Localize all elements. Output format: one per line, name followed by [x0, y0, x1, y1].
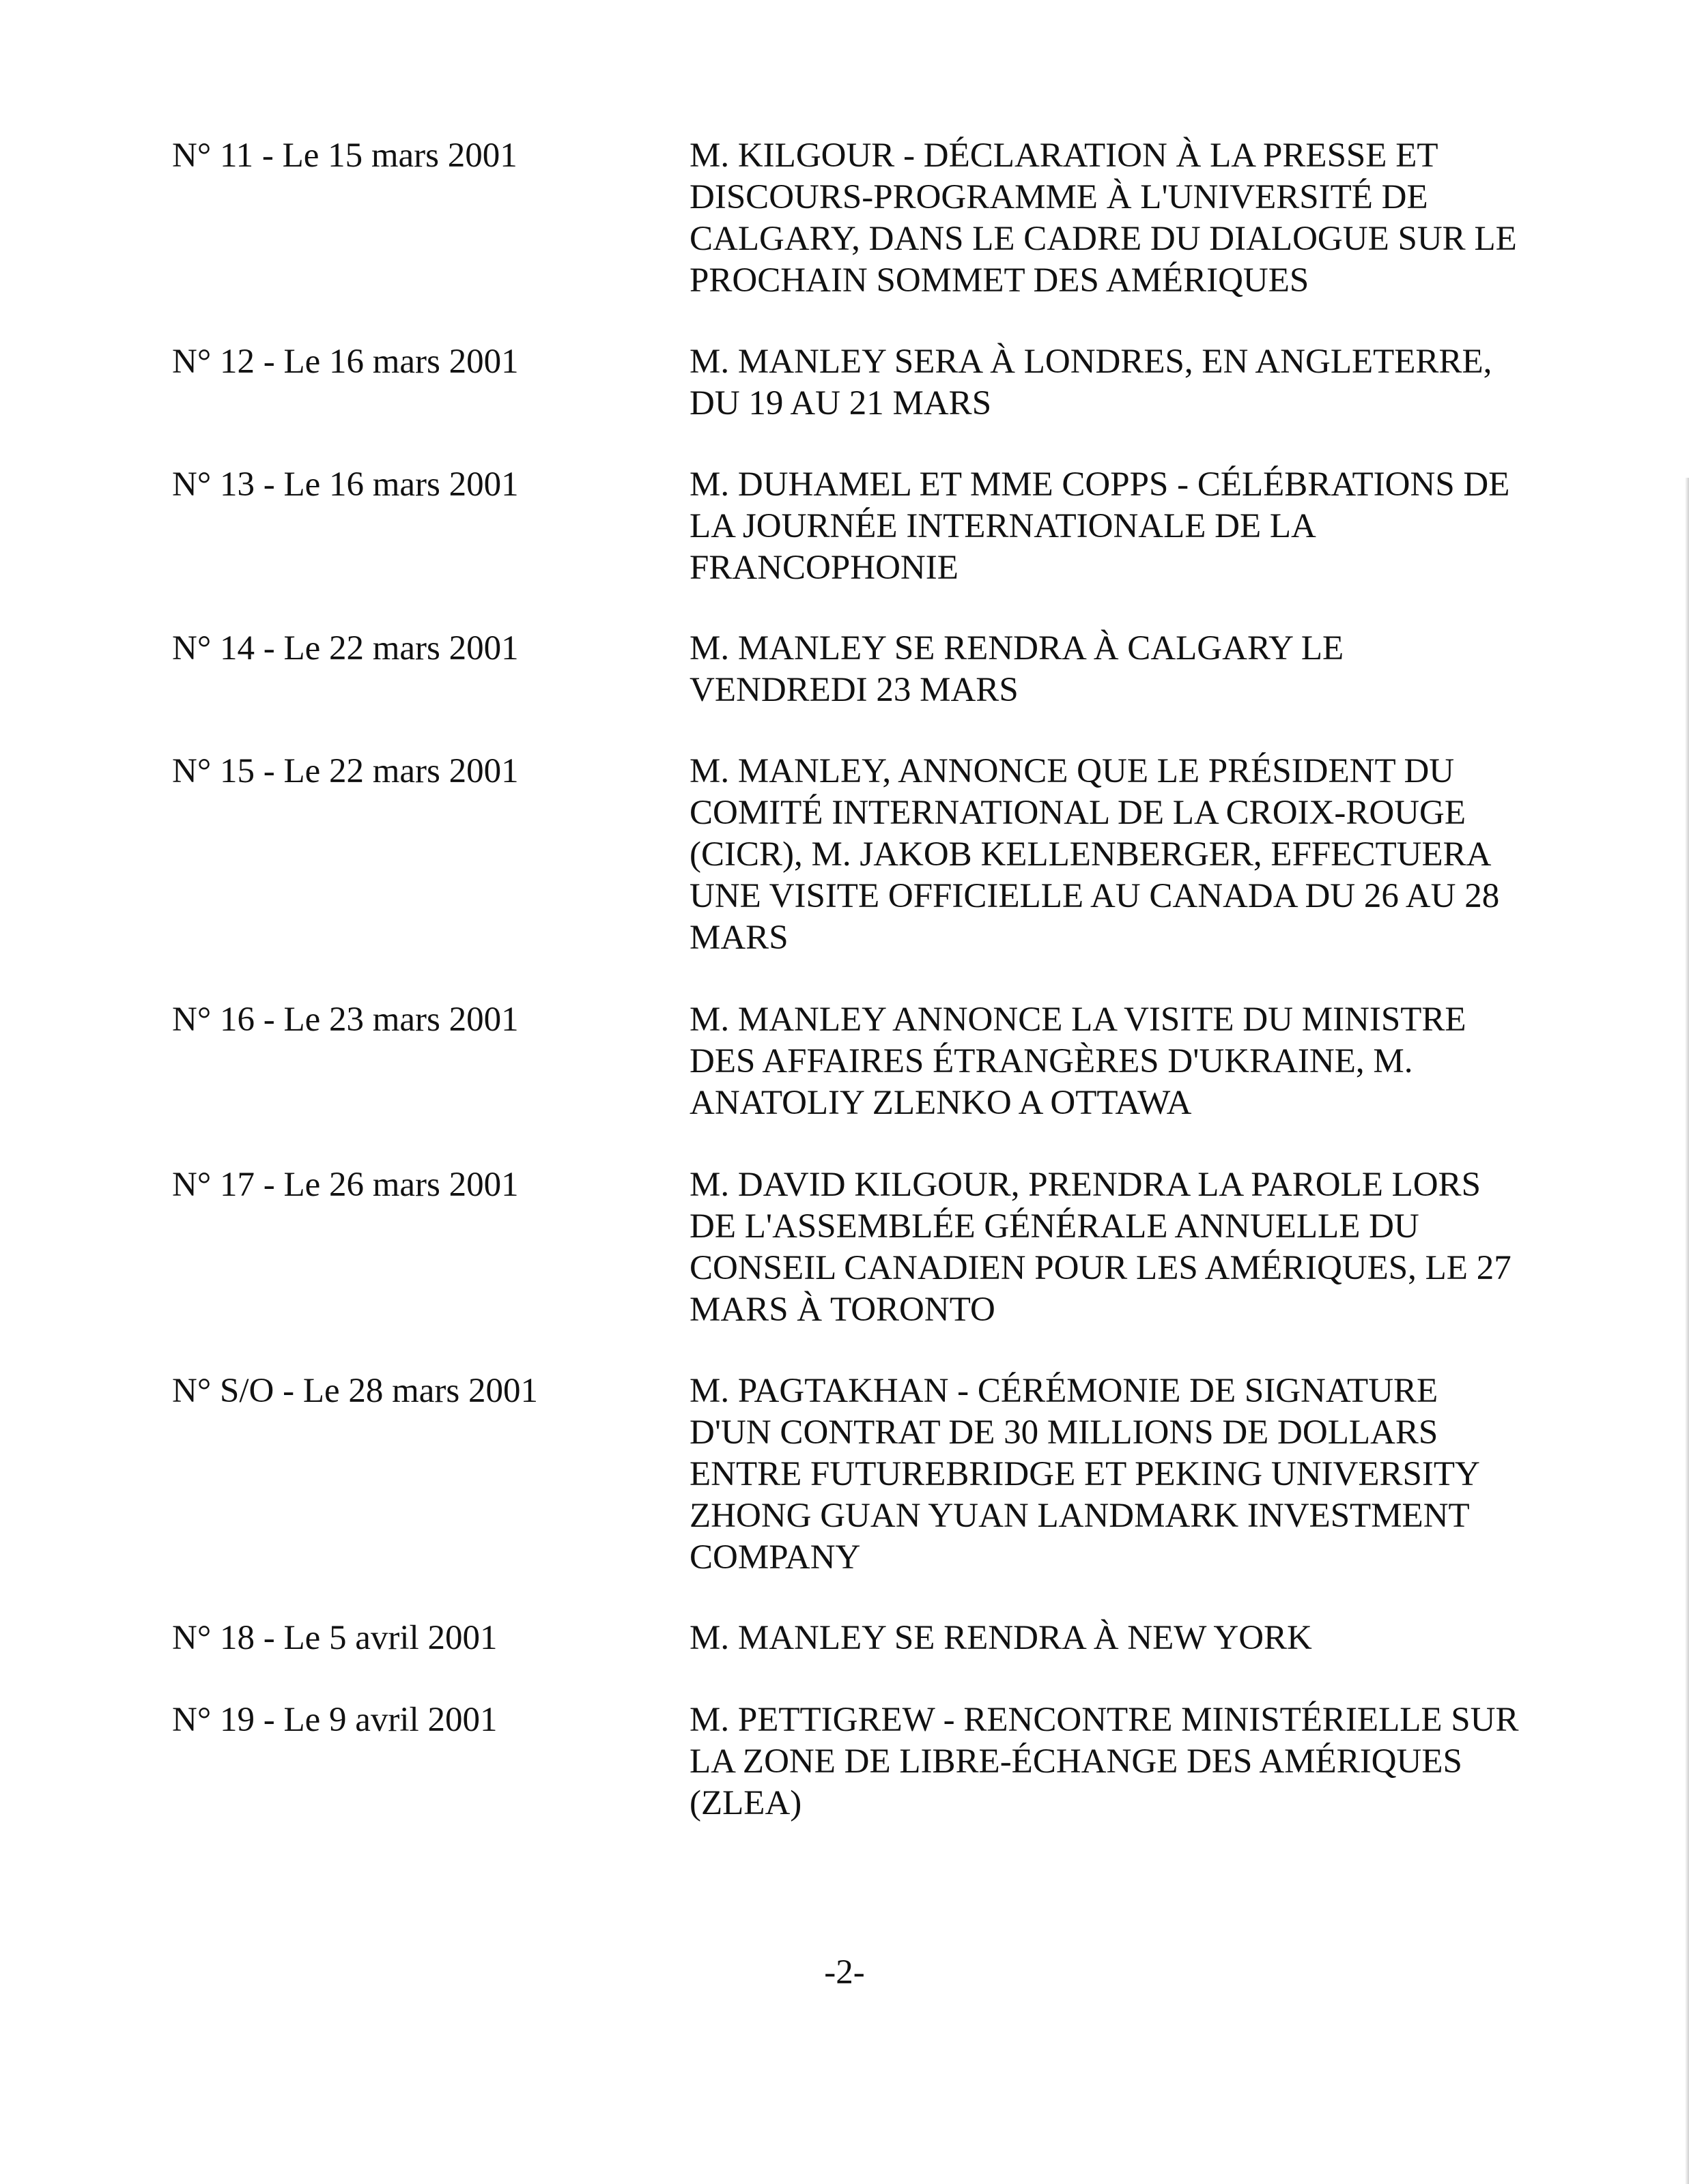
release-title: [690, 628, 1543, 711]
release-title-line: COMPANY: [690, 1538, 861, 1577]
release-title-line: UNE VISITE OFFICIELLE AU CANADA DU 26 AU 28: [690, 877, 1500, 915]
release-title: [690, 999, 1543, 1124]
release-title-line: DE L'ASSEMBLÉE GÉNÉRALE ANNUELLE DU: [690, 1207, 1419, 1246]
release-title-line: ZHONG GUAN YUAN LANDMARK INVESTMENT: [690, 1497, 1470, 1535]
release-number-date: N° 19 - Le 9 avril 2001: [172, 1701, 498, 1739]
release-number-date: N° S/O - Le 28 mars 2001: [172, 1372, 538, 1410]
release-title: [690, 751, 1543, 959]
release-title: [690, 135, 1543, 302]
release-title: [690, 1699, 1543, 1824]
release-title-line: M. DUHAMEL ET MME COPPS - CÉLÉBRATIONS DE: [690, 465, 1510, 504]
release-title-line: M. MANLEY ANNONCE LA VISITE DU MINISTRE: [690, 1001, 1466, 1039]
release-title-line: COMITÉ INTERNATIONAL DE LA CROIX-ROUGE: [690, 794, 1466, 832]
release-number-date: N° 14 - Le 22 mars 2001: [172, 629, 519, 667]
scan-edge-shadow: [1685, 478, 1689, 2184]
page-number: -2-: [824, 1953, 865, 1992]
release-title-line: M. MANLEY, ANNONCE QUE LE PRÉSIDENT DU: [690, 752, 1455, 790]
release-title-line: ANATOLIY ZLENKO A OTTAWA: [690, 1084, 1192, 1122]
release-title: [690, 1164, 1543, 1331]
release-title-line: M. DAVID KILGOUR, PRENDRA LA PAROLE LORS: [690, 1166, 1481, 1204]
release-title-line: DISCOURS-PROGRAMME À L'UNIVERSITÉ DE: [690, 178, 1428, 216]
release-title-line: VENDREDI 23 MARS: [690, 671, 1019, 709]
release-title: [690, 464, 1543, 589]
release-number-date: N° 11 - Le 15 mars 2001: [172, 136, 517, 175]
release-number-date: N° 12 - Le 16 mars 2001: [172, 343, 519, 381]
release-title-line: DES AFFAIRES ÉTRANGÈRES D'UKRAINE, M.: [690, 1042, 1413, 1080]
release-title-line: M. KILGOUR - DÉCLARATION À LA PRESSE ET: [690, 136, 1438, 175]
release-title-line: PROCHAIN SOMMET DES AMÉRIQUES: [690, 261, 1309, 300]
release-title-line: M. MANLEY SERA À LONDRES, EN ANGLETERRE,: [690, 343, 1492, 381]
release-title-line: M. PETTIGREW - RENCONTRE MINISTÉRIELLE SUR: [690, 1701, 1519, 1739]
release-title-line: ENTRE FUTUREBRIDGE ET PEKING UNIVERSITY: [690, 1455, 1480, 1493]
release-number-date: N° 18 - Le 5 avril 2001: [172, 1619, 498, 1657]
release-number-date: N° 16 - Le 23 mars 2001: [172, 1001, 519, 1039]
release-number-date: N° 13 - Le 16 mars 2001: [172, 465, 519, 504]
release-title-line: LA JOURNÉE INTERNATIONALE DE LA: [690, 507, 1316, 545]
release-title-line: CONSEIL CANADIEN POUR LES AMÉRIQUES, LE 27: [690, 1249, 1511, 1287]
release-title-line: (ZLEA): [690, 1784, 802, 1822]
release-number-date: N° 17 - Le 26 mars 2001: [172, 1166, 519, 1204]
release-title-line: MARS: [690, 919, 789, 957]
release-title: [690, 341, 1543, 425]
release-title-line: M. MANLEY SE RENDRA À NEW YORK: [690, 1619, 1312, 1657]
release-title-line: (CICR), M. JAKOB KELLENBERGER, EFFECTUERA: [690, 835, 1492, 874]
release-title-line: LA ZONE DE LIBRE-ÉCHANGE DES AMÉRIQUES: [690, 1742, 1462, 1781]
release-title-line: M. PAGTAKHAN - CÉRÉMONIE DE SIGNATURE: [690, 1372, 1438, 1410]
release-title-line: D'UN CONTRAT DE 30 MILLIONS DE DOLLARS: [690, 1413, 1438, 1452]
release-title-line: DU 19 AU 21 MARS: [690, 384, 992, 422]
release-title: [690, 1370, 1543, 1579]
release-title-line: FRANCOPHONIE: [690, 549, 959, 587]
release-title-line: M. MANLEY SE RENDRA À CALGARY LE: [690, 629, 1344, 667]
release-title-line: MARS À TORONTO: [690, 1291, 995, 1329]
release-title-line: CALGARY, DANS LE CADRE DU DIALOGUE SUR LE: [690, 220, 1517, 258]
release-number-date: N° 15 - Le 22 mars 2001: [172, 752, 519, 790]
release-title: [690, 1618, 1543, 1659]
